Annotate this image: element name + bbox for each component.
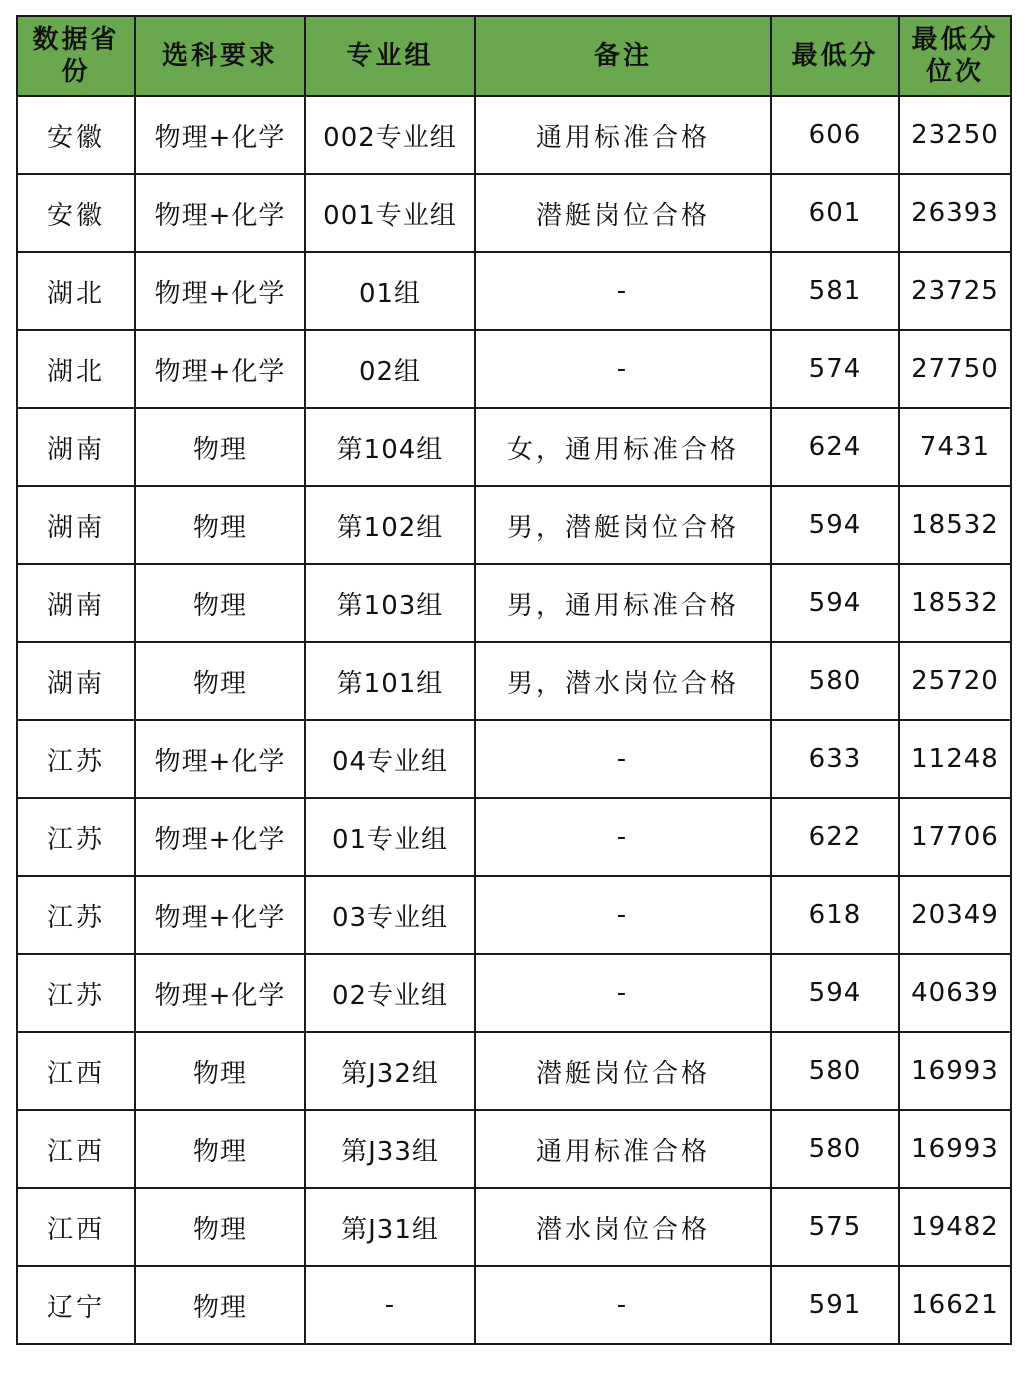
cell-group: - (305, 1266, 475, 1344)
cell-subjects: 物理 (135, 1032, 305, 1110)
cell-note: 通用标准合格 (475, 96, 771, 174)
cell-min-score: 601 (771, 174, 899, 252)
cell-group: 001专业组 (305, 174, 475, 252)
cell-subjects: 物理+化学 (135, 720, 305, 798)
table-row (17, 876, 1011, 954)
cell-min-rank: 17706 (899, 798, 1011, 876)
cell-min-rank: 18532 (899, 564, 1011, 642)
column-header-group: 专业组 (305, 16, 475, 96)
cell-min-score: 618 (771, 876, 899, 954)
table-row (17, 1032, 1011, 1110)
cell-subjects: 物理+化学 (135, 798, 305, 876)
table-row (17, 96, 1011, 174)
cell-note: - (475, 798, 771, 876)
table-row (17, 408, 1011, 486)
cell-note: - (475, 954, 771, 1032)
table-row (17, 642, 1011, 720)
cell-subjects: 物理+化学 (135, 252, 305, 330)
column-header-province: 数据省份 (17, 16, 135, 96)
cell-subjects: 物理+化学 (135, 96, 305, 174)
column-header-subjects: 选科要求 (135, 16, 305, 96)
cell-group: 第J31组 (305, 1188, 475, 1266)
cell-group: 002专业组 (305, 96, 475, 174)
cell-min-score: 591 (771, 1266, 899, 1344)
cell-subjects: 物理 (135, 1188, 305, 1266)
cell-note: - (475, 252, 771, 330)
cell-group: 04专业组 (305, 720, 475, 798)
cell-subjects: 物理 (135, 1110, 305, 1188)
cell-group: 第104组 (305, 408, 475, 486)
cell-min-score: 594 (771, 564, 899, 642)
table-row (17, 564, 1011, 642)
cell-province: 湖南 (17, 642, 135, 720)
cell-note: - (475, 330, 771, 408)
cell-min-rank: 23725 (899, 252, 1011, 330)
cell-subjects: 物理+化学 (135, 876, 305, 954)
cell-note: - (475, 876, 771, 954)
cell-province: 湖北 (17, 252, 135, 330)
table-row (17, 1266, 1011, 1344)
cell-note: - (475, 720, 771, 798)
cell-note: 通用标准合格 (475, 1110, 771, 1188)
cell-group: 01组 (305, 252, 475, 330)
cell-group: 第101组 (305, 642, 475, 720)
cell-group: 第103组 (305, 564, 475, 642)
cell-min-rank: 16993 (899, 1110, 1011, 1188)
cell-subjects: 物理 (135, 408, 305, 486)
cell-min-score: 580 (771, 1110, 899, 1188)
table-body (17, 96, 1011, 1344)
column-header-min-score: 最低分 (771, 16, 899, 96)
table-row (17, 252, 1011, 330)
cell-min-rank: 26393 (899, 174, 1011, 252)
table-row (17, 330, 1011, 408)
cell-province: 湖南 (17, 564, 135, 642)
cell-group: 第102组 (305, 486, 475, 564)
cell-note: 潜艇岗位合格 (475, 174, 771, 252)
cell-group: 01专业组 (305, 798, 475, 876)
cell-min-score: 581 (771, 252, 899, 330)
cell-min-rank: 7431 (899, 408, 1011, 486)
column-header-note: 备注 (475, 16, 771, 96)
cell-min-score: 580 (771, 1032, 899, 1110)
cell-note: 潜水岗位合格 (475, 1188, 771, 1266)
header-row (17, 16, 1011, 96)
cell-subjects: 物理+化学 (135, 174, 305, 252)
table-row (17, 798, 1011, 876)
cell-subjects: 物理+化学 (135, 954, 305, 1032)
table-header (17, 16, 1011, 96)
cell-province: 江苏 (17, 798, 135, 876)
cell-group: 02专业组 (305, 954, 475, 1032)
cell-province: 江西 (17, 1032, 135, 1110)
cell-min-rank: 27750 (899, 330, 1011, 408)
cell-subjects: 物理 (135, 564, 305, 642)
cell-min-rank: 19482 (899, 1188, 1011, 1266)
cell-min-score: 594 (771, 954, 899, 1032)
cell-province: 辽宁 (17, 1266, 135, 1344)
cell-note: 男，潜水岗位合格 (475, 642, 771, 720)
cell-province: 江苏 (17, 720, 135, 798)
cell-min-rank: 40639 (899, 954, 1011, 1032)
cell-min-rank: 20349 (899, 876, 1011, 954)
cell-province: 江西 (17, 1188, 135, 1266)
cell-min-score: 575 (771, 1188, 899, 1266)
cell-note: 女，通用标准合格 (475, 408, 771, 486)
cell-note: 男，通用标准合格 (475, 564, 771, 642)
cell-province: 江苏 (17, 876, 135, 954)
cell-min-score: 633 (771, 720, 899, 798)
cell-subjects: 物理+化学 (135, 330, 305, 408)
cell-note: - (475, 1266, 771, 1344)
cell-province: 湖北 (17, 330, 135, 408)
cell-province: 江苏 (17, 954, 135, 1032)
table-row (17, 954, 1011, 1032)
cell-province: 江西 (17, 1110, 135, 1188)
cell-subjects: 物理 (135, 1266, 305, 1344)
cell-note: 潜艇岗位合格 (475, 1032, 771, 1110)
cell-min-score: 574 (771, 330, 899, 408)
cell-min-score: 594 (771, 486, 899, 564)
cell-province: 安徽 (17, 96, 135, 174)
cell-min-rank: 16621 (899, 1266, 1011, 1344)
cell-min-score: 622 (771, 798, 899, 876)
cell-group: 第J32组 (305, 1032, 475, 1110)
cell-note: 男，潜艇岗位合格 (475, 486, 771, 564)
cell-min-rank: 25720 (899, 642, 1011, 720)
cell-group: 02组 (305, 330, 475, 408)
column-header-min-rank: 最低分位次 (899, 16, 1011, 96)
cell-min-score: 580 (771, 642, 899, 720)
cell-province: 湖南 (17, 408, 135, 486)
cell-group: 第J33组 (305, 1110, 475, 1188)
cell-subjects: 物理 (135, 642, 305, 720)
table-row (17, 486, 1011, 564)
cell-min-rank: 18532 (899, 486, 1011, 564)
cell-min-score: 606 (771, 96, 899, 174)
table-row (17, 1188, 1011, 1266)
table-row (17, 1110, 1011, 1188)
cell-min-rank: 11248 (899, 720, 1011, 798)
cell-province: 湖南 (17, 486, 135, 564)
cell-min-rank: 23250 (899, 96, 1011, 174)
cell-group: 03专业组 (305, 876, 475, 954)
cell-subjects: 物理 (135, 486, 305, 564)
table-row (17, 720, 1011, 798)
table-row (17, 174, 1011, 252)
admission-score-table (16, 15, 1012, 1345)
cell-min-score: 624 (771, 408, 899, 486)
cell-province: 安徽 (17, 174, 135, 252)
cell-min-rank: 16993 (899, 1032, 1011, 1110)
